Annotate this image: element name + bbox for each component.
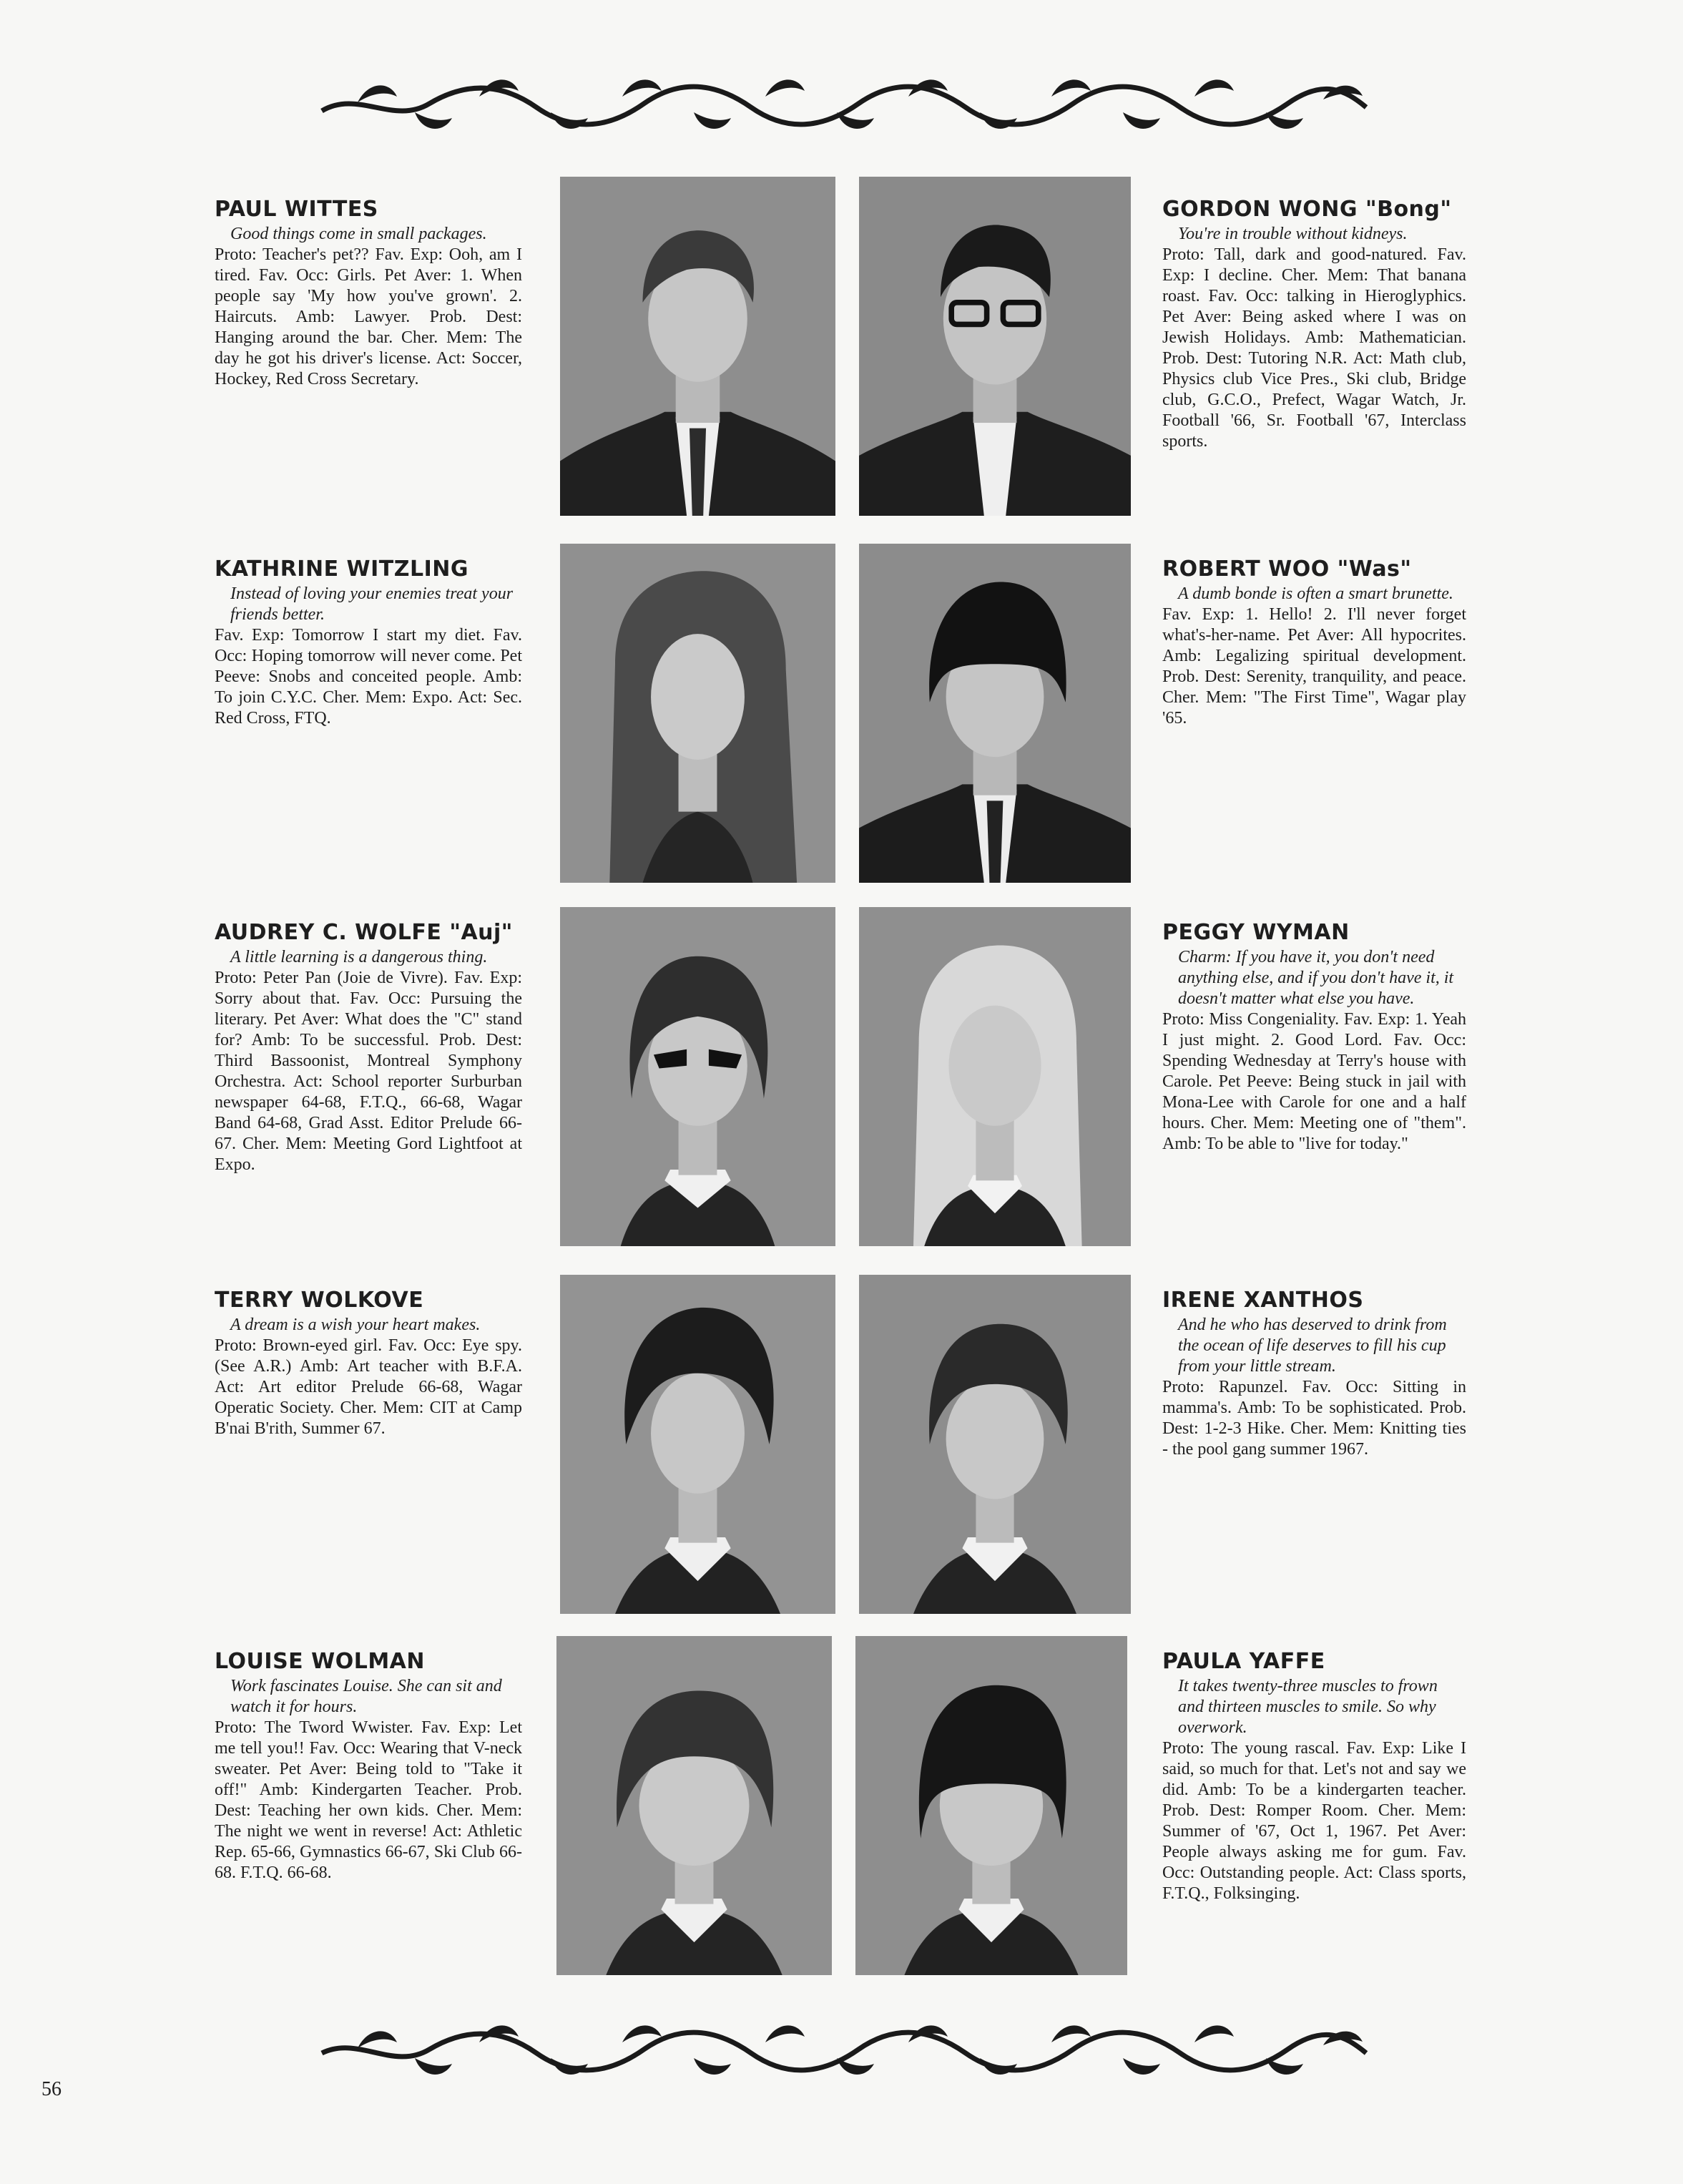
entry-audrey-wolfe bbox=[215, 920, 522, 1175]
student-name: ROBERT WOO "Was" bbox=[1162, 557, 1412, 582]
student-bio: Fav. Exp: 1. Hello! 2. I'll never forget what's-her-name. Pet Aver: All hypocrites. Amb: Legalizing spiritual development. Prob. Dest: Serenity, tranquility, and peace. Cher. Mem: "The First Time", Wagar play '65. bbox=[1162, 605, 1466, 728]
student-quote: Good things come in small packages. bbox=[230, 225, 487, 243]
entry-paul-wittes bbox=[215, 197, 522, 390]
entry-terry-wolkove bbox=[215, 1288, 522, 1439]
student-quote: And he who has deserved to drink from the ocean of life deserves to fill his cup from your little stream. bbox=[1178, 1316, 1447, 1376]
student-quote: A dumb bonde is often a smart brunette. bbox=[1178, 584, 1453, 603]
student-name: PAULA YAFFE bbox=[1162, 1649, 1325, 1674]
student-quote: Work fascinates Louise. She can sit and watch it for hours. bbox=[230, 1677, 502, 1716]
student-bio: Proto: Tall, dark and good-natured. Fav. Exp: I decline. Cher. Mem: That banana roast. Fav. Occ: talking in Hieroglyphics. Pet Aver: Being asked where I was on Jewish Holidays. Amb: Mathematician. Prob. Dest: Tutoring N.R. Act: Math club, Physics club Vice Pres., Ski club, Bridge club, G.C.O., Prefect, Wagar Watch, Jr. Football '66, Sr. Football '67, Interclass sports. bbox=[1162, 245, 1466, 451]
student-name: PEGGY WYMAN bbox=[1162, 920, 1350, 945]
student-bio: Proto: Miss Congeniality. Fav. Exp: 1. Yeah I just might. 2. Good Lord. Fav. Occ: Spending Wednesday at Terry's house with Carole. Pet Peeve: Being stuck in jail with Mona-Lee with Carole for one and a half hours. Cher. Mem: Meeting one of "them". Amb: To be able to "live for today." bbox=[1162, 1010, 1466, 1153]
portrait-paula-yaffe bbox=[855, 1636, 1127, 1975]
portrait-terry-wolkove bbox=[560, 1275, 835, 1614]
student-bio: Proto: Teacher's pet?? Fav. Exp: Ooh, am I tired. Fav. Occ: Girls. Pet Aver: 1. When people say 'My how you've grown'. 2. Haircuts. Amb: Lawyer. Prob. Dest: Hanging around the bar. Cher. Mem: The day he got his driver's license. Act: Soccer, Hockey, Red Cross Secretary. bbox=[215, 245, 522, 388]
student-name: IRENE XANTHOS bbox=[1162, 1288, 1364, 1313]
entry-louise-wolman bbox=[215, 1649, 522, 1884]
portrait-audrey-wolfe bbox=[560, 907, 835, 1246]
student-name: LOUISE WOLMAN bbox=[215, 1649, 426, 1674]
vine-ornament-top bbox=[315, 68, 1373, 139]
student-bio: Proto: The young rascal. Fav. Exp: Like I said, so much for that. Let's not and say we did. Amb: To be a kindergarten teacher. Prob. Dest: Romper Room. Cher. Mem: Summer of '67, Oct 1, 1967. Pet Aver: People always asking me for gum. Fav. Occ: Outstanding people. Act: Class sports, F.T.Q., Folksinging. bbox=[1162, 1739, 1466, 1903]
student-name: GORDON WONG "Bong" bbox=[1162, 197, 1452, 222]
student-name: AUDREY C. WOLFE "Auj" bbox=[215, 920, 513, 945]
student-bio: Proto: Rapunzel. Fav. Occ: Sitting in mamma's. Amb: To be sophisticated. Prob. Dest: 1-2-3 Hike. Cher. Mem: Knitting ties - the pool gang summer 1967. bbox=[1162, 1378, 1466, 1459]
student-quote: It takes twenty-three muscles to frown and thirteen muscles to smile. So why overwork. bbox=[1178, 1677, 1438, 1737]
portrait-louise-wolman bbox=[556, 1636, 832, 1975]
student-quote: A little learning is a dangerous thing. bbox=[230, 948, 488, 966]
student-quote: You're in trouble without kidneys. bbox=[1178, 225, 1408, 243]
student-quote: Instead of loving your enemies treat your friends better. bbox=[230, 584, 514, 624]
student-bio: Proto: Brown-eyed girl. Fav. Occ: Eye spy. (See A.R.) Amb: Art teacher with B.F.A. Act: Art editor Prelude 66-68, Wagar Operatic Society. Cher. Mem: CIT at Camp B'nai B'rith, Summer 67. bbox=[215, 1336, 522, 1438]
portrait-paul-wittes bbox=[560, 177, 835, 516]
portrait-irene-xanthos bbox=[859, 1275, 1131, 1614]
entry-robert-woo bbox=[1162, 557, 1466, 729]
portrait-robert-woo bbox=[859, 544, 1131, 883]
student-quote: Charm: If you have it, you don't need anything else, and if you don't have it, it doesn't matter what else you have. bbox=[1178, 948, 1454, 1008]
student-name: PAUL WITTES bbox=[215, 197, 378, 222]
student-name: KATHRINE WITZLING bbox=[215, 557, 468, 582]
portrait-kathrine-witzling bbox=[560, 544, 835, 883]
vine-ornament-bottom bbox=[315, 2014, 1373, 2085]
entry-kathrine-witzling bbox=[215, 557, 522, 729]
portrait-gordon-wong bbox=[859, 177, 1131, 516]
student-bio: Fav. Exp: Tomorrow I start my diet. Fav. Occ: Hoping tomorrow will never come. Pet Peeve: Snobs and conceited people. Amb: To join C.Y.C. Cher. Mem: Expo. Act: Sec. Red Cross, FTQ. bbox=[215, 626, 522, 728]
portrait-peggy-wyman bbox=[859, 907, 1131, 1246]
student-name: TERRY WOLKOVE bbox=[215, 1288, 424, 1313]
page-number: 56 bbox=[41, 2078, 62, 2100]
entry-peggy-wyman bbox=[1162, 920, 1466, 1155]
student-quote: A dream is a wish your heart makes. bbox=[230, 1316, 481, 1334]
student-bio: Proto: The Tword Wwister. Fav. Exp: Let me tell you!! Fav. Occ: Wearing that V-neck sweater. Pet Aver: Being told to "Take it off!" Amb: Kindergarten Teacher. Prob. Dest: Teaching her own kids. Cher. Mem: The night we went in reverse! Act: Athletic Rep. 65-66, Gymnastics 66-67, Ski Club 66-68. F.T.Q. 66-68. bbox=[215, 1718, 522, 1882]
entry-paula-yaffe bbox=[1162, 1649, 1466, 1904]
entry-irene-xanthos bbox=[1162, 1288, 1466, 1460]
entry-gordon-wong bbox=[1162, 197, 1466, 452]
student-bio: Proto: Peter Pan (Joie de Vivre). Fav. Exp: Sorry about that. Fav. Occ: Pursuing the literary. Pet Aver: What does the "C" stand for? Amb: To be successful. Prob. Dest: Third Bassoonist, Montreal Symphony Orchestra. Act: School reporter Surburban newspaper 64-68, F.T.Q., 66-68, Wagar Band 64-68, Grad Asst. Editor Prelude 66-67. Cher. Mem: Meeting Gord Lightfoot at Expo. bbox=[215, 969, 522, 1174]
